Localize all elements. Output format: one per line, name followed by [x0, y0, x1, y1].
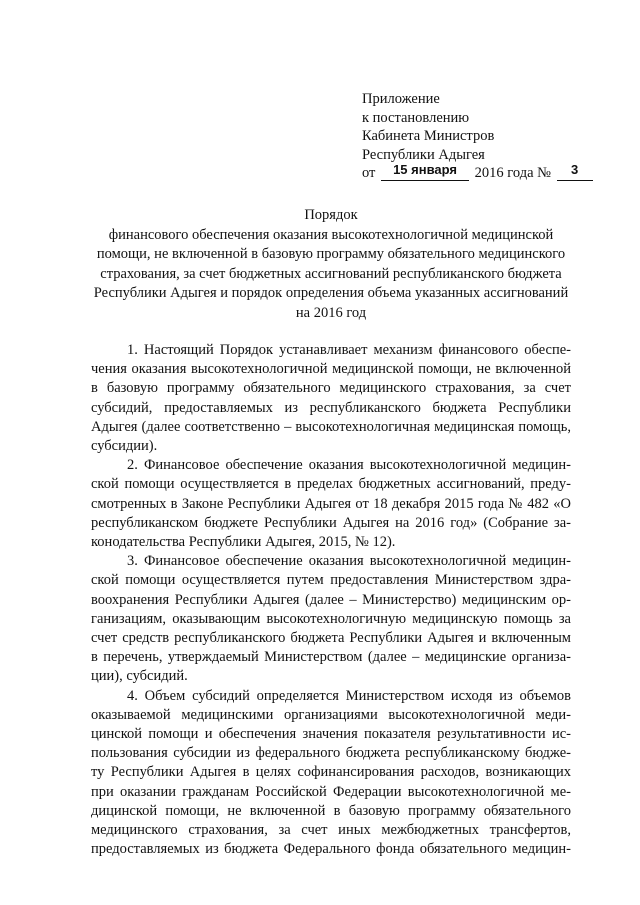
body-line: 1. Настоящий Порядок устанавливает механизм финансового обеспе-: [127, 342, 571, 358]
body-line: пользования субсидии из федерального бюджета республиканскому бюдже-: [91, 745, 571, 762]
body-line: республиканском бюджете Республики Адыгея на 2016 год» (Собрание за-: [91, 514, 571, 531]
date-prefix: от: [362, 165, 376, 181]
body-line: счет средств республиканского бюджета Республики Адыгея и включенным: [91, 630, 571, 647]
appendix-block: [362, 90, 593, 184]
document-body: [91, 341, 571, 859]
body-line: чения оказания высокотехнологичной медицинской помощи, не включенной: [91, 361, 571, 378]
handwritten-number: 3: [557, 161, 593, 181]
handwritten-date: 15 января: [381, 161, 469, 181]
body-line: в перечень, утверждаемый Министерством (далее – медицинские организа-: [91, 649, 571, 666]
date-year: 2016 года №: [474, 165, 551, 181]
body-line: дицинской помощи, не включенной в базовую программу обязательного: [91, 802, 571, 819]
document-title: [76, 206, 586, 323]
body-line: 2. Финансовое обеспечение оказания высокотехнологичной медицин-: [127, 457, 571, 474]
body-line: ции), субсидий.: [91, 668, 188, 685]
body-line: ской помощи осуществляется в пределах бюджетных ассигнований, преду-: [91, 476, 571, 493]
body-line: субсидий, предоставляемых из республиканского бюджета Республики: [91, 399, 571, 416]
appendix-line-3: Кабинета Министров: [362, 128, 495, 144]
body-line: ской помощи осуществляется путем предоставления Министерством здра-: [91, 572, 571, 589]
title-heading: Порядок: [304, 207, 358, 223]
body-line: медицинского страхования, за счет иных межбюджетных трансфертов,: [91, 822, 571, 839]
body-line: оказываемой медицинскими организациями высокотехнологичной меди-: [91, 706, 571, 723]
appendix-line-2: к постановлению: [362, 109, 470, 126]
title-line: Республики Адыгея и порядок определения объема указанных ассигнований: [93, 285, 569, 301]
body-line: ту Республики Адыгея в целях софинансирования расходов, возникающих: [91, 764, 571, 781]
body-line: ганизациям, оказывающим высокотехнологичную медицинскую помощь за: [91, 610, 571, 627]
body-line: воохранения Республики Адыгея (далее – Министерство) медицинским ор-: [91, 591, 571, 608]
body-line: в базовую программу обязательного медицинского страхования, за счет: [91, 380, 571, 397]
body-line: 3. Финансовое обеспечение оказания высокотехнологичной медицин-: [127, 553, 571, 570]
body-line: при оказании гражданам Российской Федерации высокотехнологичной ме-: [91, 783, 571, 800]
body-line: Адыгея (далее соответственно – высокотехнологичная медицинская помощь,: [91, 418, 571, 435]
body-line: цинской помощи и обеспечения значения показателя результативности ис-: [91, 726, 571, 743]
appendix-line-1: Приложение: [362, 91, 440, 107]
title-line: финансового обеспечения оказания высокотехнологичной медицинской: [108, 226, 554, 243]
body-line: субсидии).: [91, 438, 158, 455]
title-line: на 2016 год: [295, 304, 367, 321]
appendix-date-line: [362, 164, 593, 184]
body-line: предоставляемых из бюджета Федерального фонда обязательного медицин-: [91, 841, 571, 858]
body-line: 4. Объем субсидий определяется Министерством исходя из объемов: [127, 687, 571, 704]
title-line: страхования, за счет бюджетных ассигнований республиканского бюджета: [100, 265, 562, 282]
title-line: помощи, не включенной в базовую программу обязательного медицинского: [96, 246, 566, 262]
body-line: смотренных в Законе Республики Адыгея от 18 декабря 2015 года № 482 «О: [91, 495, 571, 512]
body-line: конодательства Республики Адыгея, 2015, № 12).: [91, 534, 396, 551]
appendix-line-4: Республики Адыгея: [362, 146, 485, 163]
